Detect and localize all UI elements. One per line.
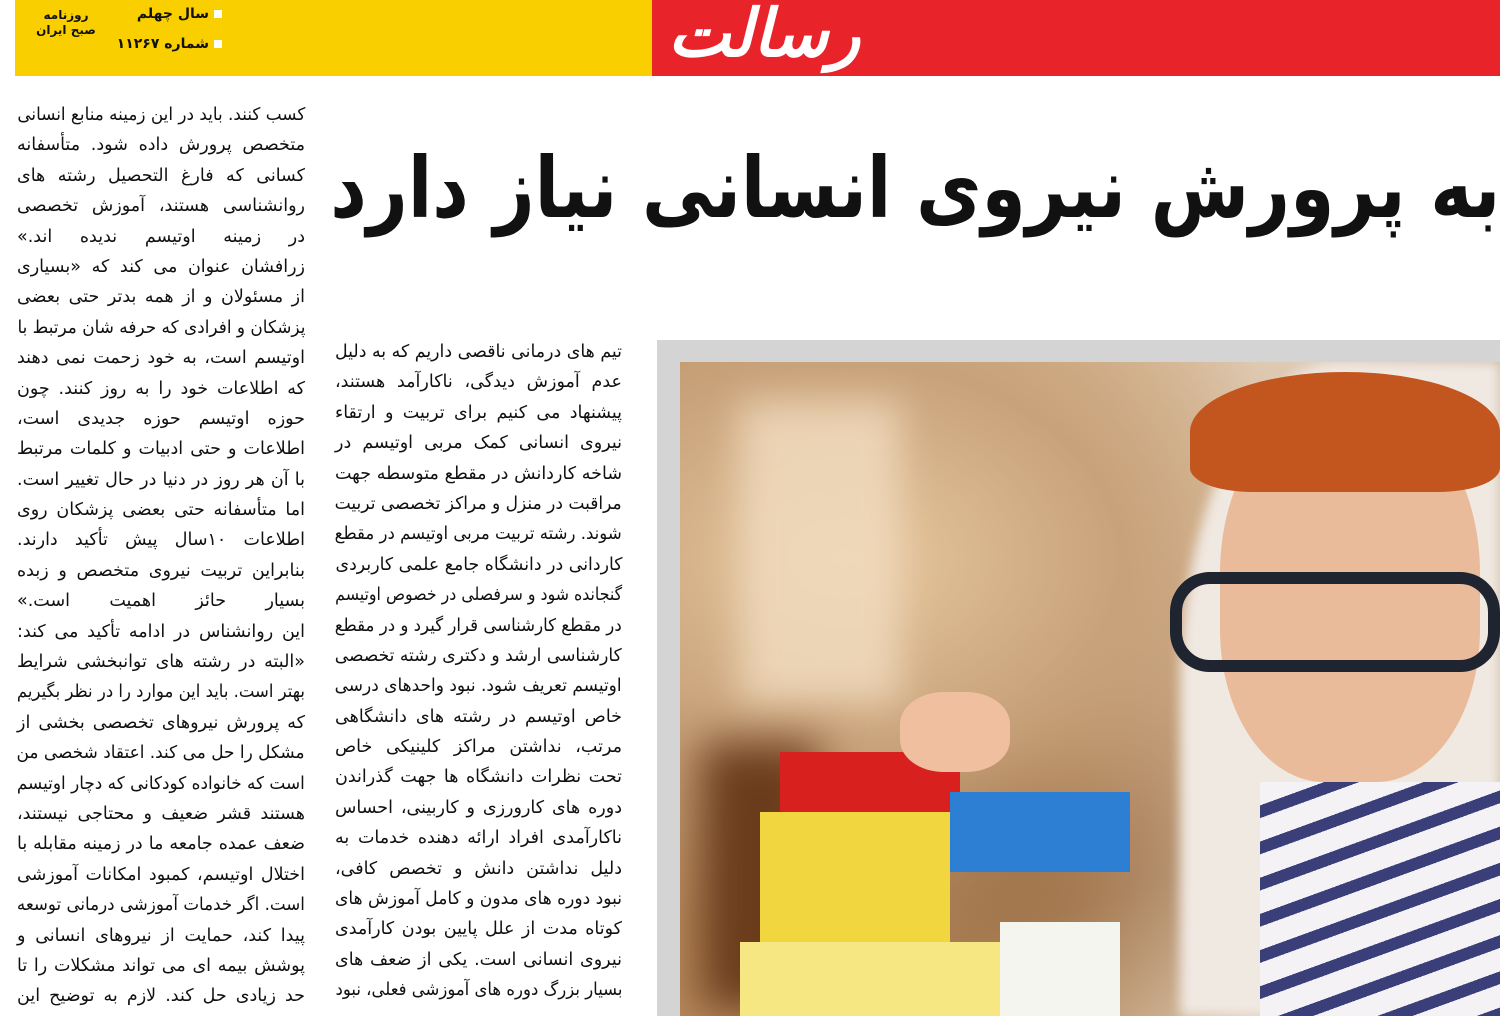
- blue-block: [950, 792, 1130, 872]
- text-line: [335, 367, 622, 397]
- text-line-content: است که خانواده کودکانی که دچار اوتیسم: [17, 773, 305, 794]
- text-line-content: این روانشناس در ادامه تأکید می کند:: [17, 621, 305, 642]
- text-line-content: ناکارآمدی افراد ارائه دهنده خدمات به: [335, 828, 622, 849]
- text-line: [17, 434, 305, 464]
- text-line: [17, 556, 305, 586]
- text-line: [17, 647, 305, 677]
- yellow-block: [760, 812, 950, 952]
- text-line-content: نبود دوره های مدون و کامل آموزش های: [334, 889, 622, 910]
- text-line-content: اوتیسم است، به خود زحمت نمی دهند: [17, 348, 305, 369]
- text-line: [335, 428, 622, 458]
- text-line: [17, 677, 305, 707]
- text-line: [335, 975, 622, 1005]
- text-line: [335, 732, 622, 762]
- text-line: [335, 762, 622, 792]
- text-line: [17, 404, 305, 434]
- text-line: [17, 860, 305, 890]
- text-line-content: دلیل نداشتن دانش و تخصص کافی،: [335, 858, 622, 879]
- masthead-logo-bar: [652, 0, 1500, 76]
- text-line: [335, 914, 622, 944]
- text-line: [17, 343, 305, 373]
- text-line: [17, 981, 305, 1011]
- text-line: [335, 945, 622, 975]
- text-line-content: روانشناسی هستند، آموزش تخصصی: [17, 196, 305, 217]
- text-line: [17, 799, 305, 829]
- text-line-content: شاخه کاردانش در مقطع متوسطه جهت: [335, 463, 622, 484]
- issue-text: شماره ۱۱۲۶۷: [116, 36, 209, 52]
- text-line: [335, 550, 622, 580]
- text-line-content: با آن هر روز در دنیا در حال تغییر است.: [17, 469, 305, 490]
- article-column-1: [17, 100, 305, 1012]
- newspaper-logo: رسالت: [668, 0, 861, 72]
- text-line-content: گنجانده شود و سرفصلی در خصوص اوتیسم: [334, 585, 622, 606]
- text-line-content: کسانی که فارغ التحصیل رشته های: [17, 165, 305, 186]
- text-line-content: مشکل را حل می کند. اعتقاد شخصی من: [16, 743, 305, 764]
- text-line-content: عدم آموزش دیدگی، ناکارآمد هستند،: [335, 372, 622, 393]
- text-line-content: کوتاه مدت از علل پایین بودن کارآمدی: [335, 919, 622, 940]
- text-line-content: بنابراین تربیت نیروی متخصص و زبده: [17, 560, 305, 581]
- text-line-content: که پرورش نیروهای تخصصی بخشی از: [17, 712, 305, 733]
- text-line: [17, 525, 305, 555]
- text-line: [335, 489, 622, 519]
- text-line: [335, 671, 622, 701]
- text-line: [335, 884, 622, 914]
- text-line: [17, 282, 305, 312]
- text-line: [17, 161, 305, 191]
- glasses: [1170, 572, 1500, 672]
- text-line-content: از مسئولان و از همه بدتر حتی بعضی: [17, 287, 305, 308]
- text-line-content: نیروی انسانی کمک مربی اوتیسم در: [335, 433, 622, 454]
- text-line-content: در مقطع کارشناسی قرار گیرد و در مقطع: [334, 615, 622, 636]
- text-line: [335, 702, 622, 732]
- text-line: [17, 890, 305, 920]
- text-line-content: مرتب، نداشتن مراکز کلینیکی خاص: [335, 737, 622, 758]
- striped-shirt: [1260, 782, 1500, 1016]
- text-line-content: «البته در رشته های توانبخشی شرایط: [17, 652, 305, 673]
- text-line-content: مراقبت در منزل و مراکز تخصصی تربیت: [334, 493, 622, 514]
- year-text: سال چهلم: [136, 6, 209, 22]
- text-line: [17, 130, 305, 160]
- text-line-content: بسیار حائز اهمیت است.»: [17, 591, 305, 612]
- text-line-content: اختلال اوتیسم، کمبود امکانات آموزشی: [17, 864, 305, 885]
- text-line-content: بهتر است. باید این موارد را در نظر بگیریم: [17, 682, 305, 703]
- text-line: [17, 191, 305, 221]
- year-label: [137, 6, 222, 22]
- text-line-content: اطلاعات ۱۰سال پیش تأکید دارند.: [17, 530, 305, 551]
- yellow-block-lower: [740, 942, 1000, 1016]
- text-line-content: دوره های کارورزی و کاربینی، احساس: [335, 797, 622, 818]
- text-line-content: در زمینه اوتیسم ندیده اند.»: [17, 226, 305, 247]
- text-line: [335, 580, 622, 610]
- text-line: [17, 374, 305, 404]
- text-line: [17, 586, 305, 616]
- text-line-content: حد زیادی حل کند. لازم به توضیح این: [17, 986, 305, 1007]
- text-line: [17, 769, 305, 799]
- text-line: [17, 495, 305, 525]
- headline: به پرورش نیروی انسانی نیاز دارد: [329, 139, 1500, 237]
- text-line: [17, 617, 305, 647]
- text-line: [17, 222, 305, 252]
- issue-label: [117, 36, 222, 52]
- text-line: [335, 611, 622, 641]
- text-line-content: شوند. رشته تربیت مربی اوتیسم در مقطع: [334, 524, 622, 545]
- text-line-content: پیدا کند، حمایت از نیروهای انسانی و: [17, 925, 305, 946]
- text-line-content: پیشنهاد می کنیم برای تربیت و ارتقاء: [335, 402, 622, 423]
- white-block: [1000, 922, 1120, 1016]
- text-line-content: حوزه اوتیسم حوزه جدیدی است،: [17, 408, 305, 429]
- paper-name-logo: روزنامه صبح ایران: [36, 8, 96, 37]
- text-line-content: تیم های درمانی ناقصی داریم که به دلیل: [335, 342, 622, 362]
- text-line: [335, 793, 622, 823]
- text-line-content: پوشش بیمه ای می تواند مشکلات را تا: [17, 955, 305, 976]
- text-line: [17, 738, 305, 768]
- text-line: [17, 100, 305, 130]
- text-line-content: نیروی انسانی است. یکی از ضعف های: [335, 949, 622, 970]
- bullet-square-icon: [214, 40, 222, 48]
- text-line-content: خاص اوتیسم در رشته های دانشگاهی: [335, 706, 622, 727]
- text-line: [17, 951, 305, 981]
- text-line-content: تحت نظرات دانشگاه ها جهت گذراندن: [335, 767, 622, 788]
- text-line-content: بسیار بزرگ دوره های آموزشی فعلی، نبود: [334, 980, 622, 1001]
- text-line: [335, 337, 622, 367]
- text-line-content: متخصص پرورش داده شود. متأسفانه: [17, 135, 305, 156]
- text-line-content: کارشناسی ارشد و دکتری رشته تخصصی: [335, 645, 622, 666]
- text-line: [17, 465, 305, 495]
- article-photo: [680, 362, 1500, 1016]
- text-line-content: ضعف عمده جامعه ما در زمینه مقابله با: [17, 834, 305, 855]
- text-line: [17, 708, 305, 738]
- text-line: [17, 921, 305, 951]
- text-line: [335, 459, 622, 489]
- article-column-2: [335, 337, 622, 1006]
- text-line: [17, 252, 305, 282]
- headline-container: [330, 138, 1500, 248]
- text-line: [335, 398, 622, 428]
- text-line-content: که اطلاعات خود را به روز کنند. چون: [17, 378, 305, 399]
- child-hair: [1190, 372, 1500, 492]
- text-line-content: کسب کنند. باید در این زمینه منابع انسانی: [17, 105, 305, 125]
- text-line: [335, 641, 622, 671]
- text-line: [17, 313, 305, 343]
- text-line: [17, 829, 305, 859]
- text-line-content: اوتیسم تعریف شود. نبود واحدهای درسی: [334, 676, 622, 697]
- text-line-content: اطلاعات و حتی ادبیات و کلمات مرتبط: [17, 439, 305, 460]
- child-hand: [900, 692, 1010, 772]
- text-line: [335, 854, 622, 884]
- bullet-square-icon: [214, 10, 222, 18]
- text-line-content: زرافشان عنوان می کند که «بسیاری: [17, 256, 305, 277]
- text-line-content: کاردانی در دانشگاه جامع علمی کاربردی: [334, 554, 622, 575]
- text-line-content: هستند قشر ضعیف و محتاجی نیستند،: [17, 803, 305, 824]
- text-line: [335, 519, 622, 549]
- text-line-content: است. اگر خدمات آموزشی درمانی توسعه: [17, 895, 305, 916]
- text-line: [335, 823, 622, 853]
- text-line-content: اما متأسفانه حتی بعضی پزشکان روی: [17, 500, 305, 521]
- text-line-content: پزشکان و افرادی که حرفه شان مرتبط با: [16, 317, 305, 338]
- masthead-info-bar: [15, 0, 652, 76]
